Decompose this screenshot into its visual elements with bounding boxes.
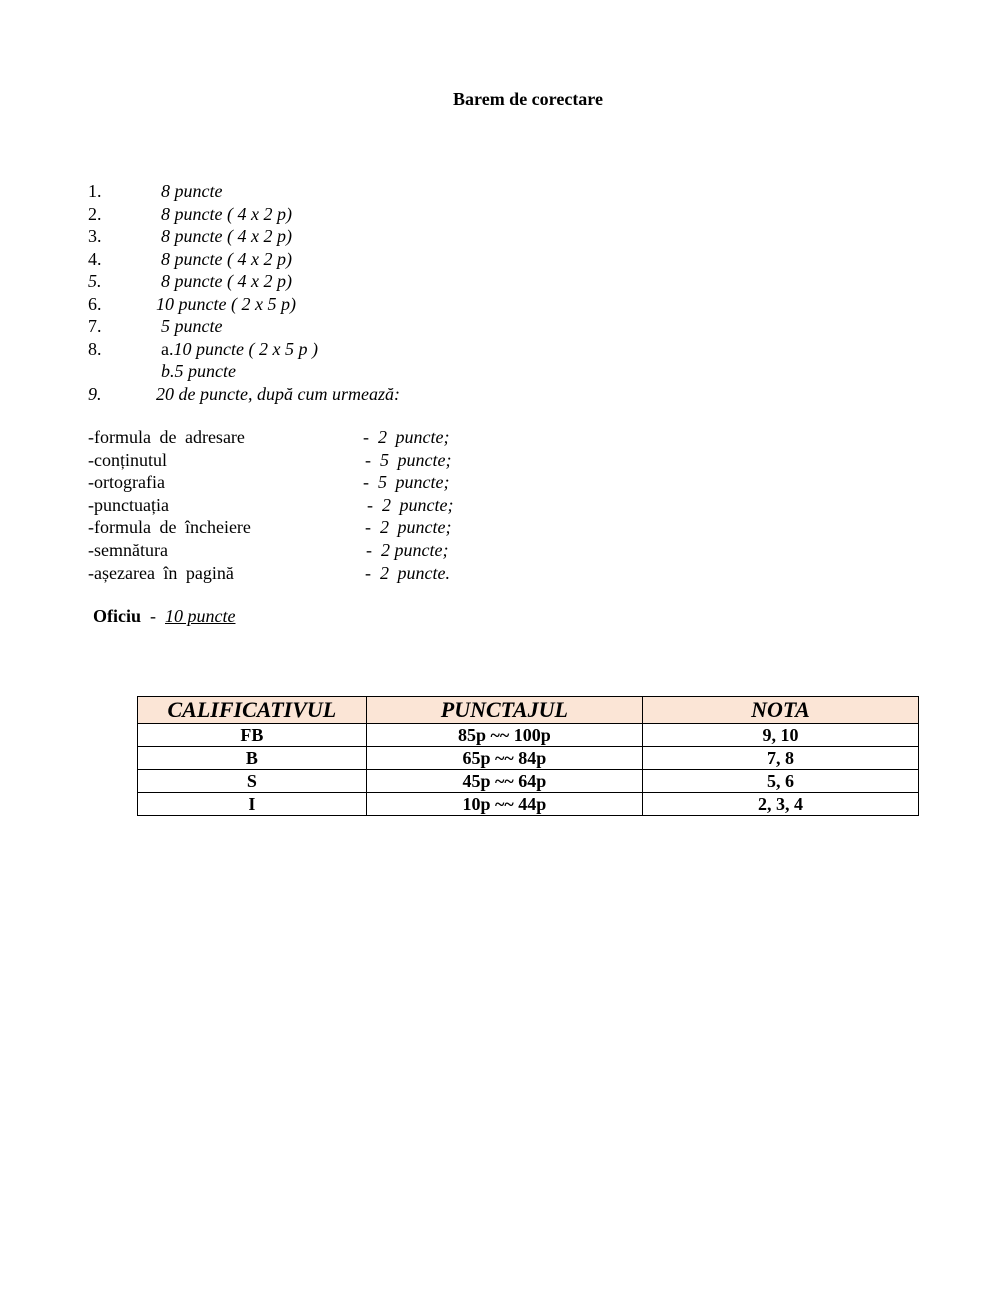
criterion-points: 2 puncte; [382, 494, 454, 515]
item-points-text: 10 puncte ( 2 x 5 p ) [173, 338, 318, 359]
table-row [138, 747, 919, 770]
header-calificativul: CALIFICATIVUL [138, 697, 367, 724]
table-row [138, 770, 919, 793]
item-number: 7. [88, 316, 102, 336]
header-punctajul: PUNCTAJUL [366, 697, 642, 724]
criterion-dash: - [365, 562, 371, 583]
grading-table [137, 696, 919, 816]
item-number: 2. [88, 203, 102, 224]
criterion-name: -formula de adresare [88, 427, 245, 447]
oficiu-label: Oficiu [93, 606, 141, 626]
item-number: 9. [88, 383, 102, 404]
item-points: 8 puncte ( 4 x 2 p) [161, 226, 292, 246]
oficiu-value: 10 puncte [165, 606, 236, 626]
criterion-points: 2 puncte; [378, 427, 450, 447]
cell-punctaj: 65p ~~ 84p [366, 747, 642, 770]
item-number: 5. [88, 271, 102, 291]
item-points: 5 puncte [161, 316, 223, 336]
cell-punctaj: 10p ~~ 44p [366, 793, 642, 816]
criterion-points: 2 puncte. [380, 562, 450, 583]
item-number: 1. [88, 181, 102, 201]
item-number: 4. [88, 248, 102, 269]
item-points: 8 puncte ( 4 x 2 p) [161, 271, 292, 291]
cell-punctaj: 45p ~~ 64p [366, 770, 642, 793]
oficiu-dash: - [150, 606, 156, 626]
item-points: 8 puncte ( 4 x 2 p) [161, 248, 292, 269]
item-prefix: a. [161, 338, 174, 359]
criterion-points: 5 puncte; [378, 472, 450, 493]
criterion-points: 2 puncte; [381, 539, 449, 560]
table-row [138, 793, 919, 816]
table-row [138, 724, 919, 747]
item-points: 8 puncte [161, 181, 223, 201]
item-points: 8 puncte ( 4 x 2 p) [161, 203, 292, 224]
cell-nota: 5, 6 [643, 770, 919, 793]
cell-calificativ: I [138, 793, 367, 816]
criterion-name: -punctuația [88, 494, 169, 515]
cell-nota: 9, 10 [643, 724, 919, 747]
criterion-name: -ortografia [88, 472, 165, 493]
item-number: 8. [88, 338, 102, 359]
oficiu-line [93, 606, 235, 627]
item-points: b.5 puncte [161, 361, 236, 381]
item-points: 10 puncte ( 2 x 5 p) [156, 293, 296, 314]
cell-punctaj: 85p ~~ 100p [366, 724, 642, 747]
item-points: 20 de puncte, după cum urmează: [156, 383, 400, 404]
criterion-name: -așezarea în pagină [88, 562, 234, 583]
criterion-points: 5 puncte; [380, 449, 452, 470]
cell-calificativ: FB [138, 724, 367, 747]
page-title: Barem de corectare [453, 89, 603, 109]
cell-nota: 7, 8 [643, 747, 919, 770]
criterion-dash: - [365, 517, 371, 538]
criterion-name: -semnătura [88, 539, 168, 560]
criterion-dash: - [367, 494, 373, 515]
item-points [161, 338, 318, 361]
table-header-row [138, 697, 919, 724]
criterion-dash: - [365, 449, 371, 470]
cell-calificativ: S [138, 770, 367, 793]
criterion-dash: - [366, 539, 372, 560]
criterion-dash: - [363, 427, 369, 447]
cell-calificativ: B [138, 747, 367, 770]
criterion-dash: - [363, 472, 369, 493]
criterion-points: 2 puncte; [380, 517, 452, 538]
item-number: 6. [88, 293, 102, 314]
criterion-name: -formula de încheiere [88, 517, 251, 538]
criterion-name: -conținutul [88, 449, 167, 470]
cell-nota: 2, 3, 4 [643, 793, 919, 816]
item-number: 3. [88, 226, 102, 246]
header-nota: NOTA [643, 697, 919, 724]
